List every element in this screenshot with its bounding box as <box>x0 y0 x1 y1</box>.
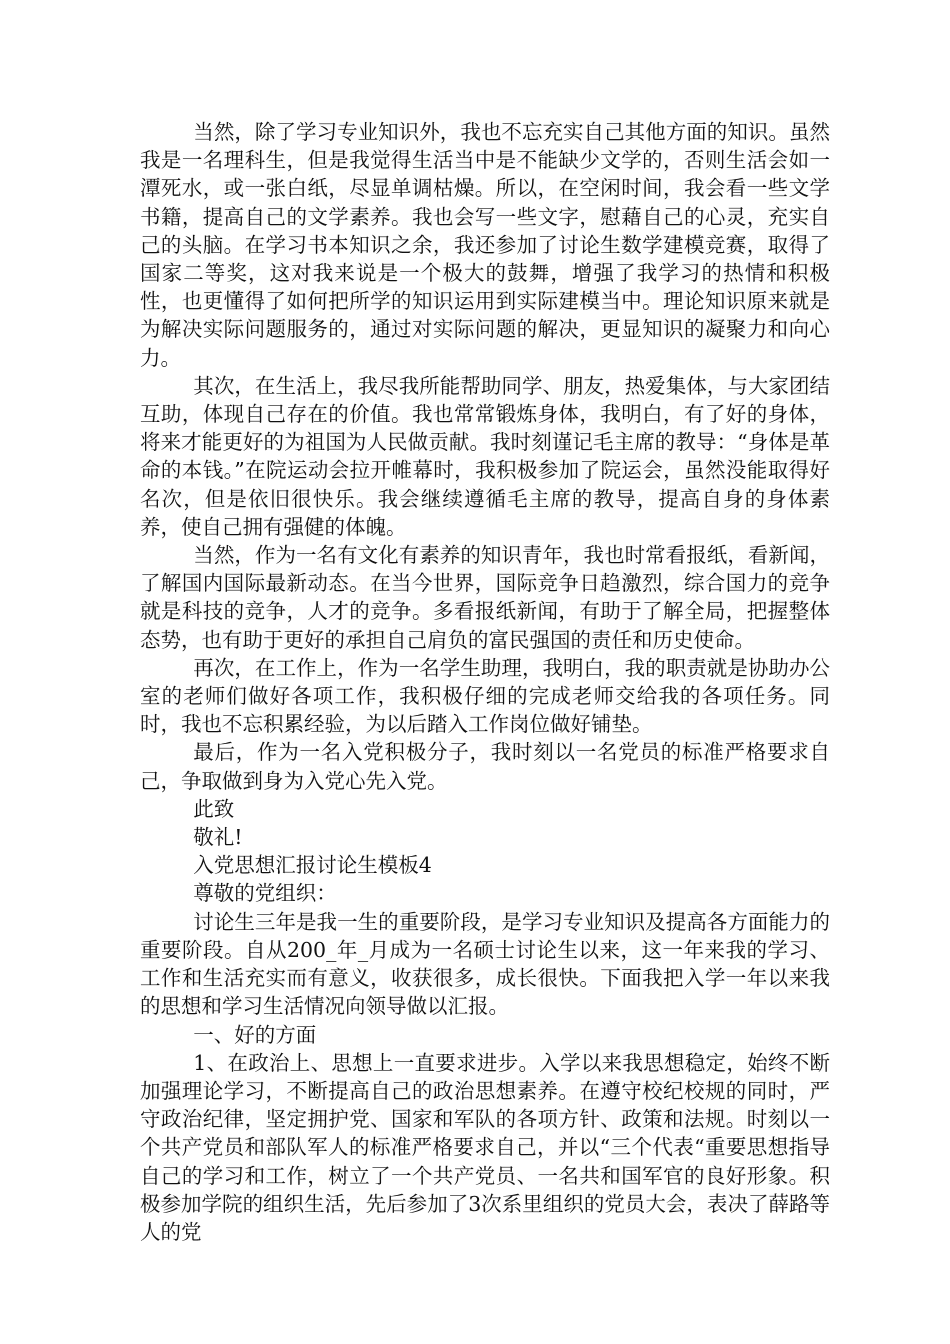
paragraph: 讨论生三年是我一生的重要阶段，是学习专业知识及提高各方面能力的重要阶段。自从200_年_月成为一名硕士讨论生以来，这一年来我的学习、工作和生活充实而有意义，收获很多，成长很快。下面我把入学一年以来我的思想和学习生活情况向领导做以汇报。 <box>140 909 830 1019</box>
subheading: 一、好的方面 <box>193 1022 317 1047</box>
paragraph: 其次，在生活上，我尽我所能帮助同学、朋友，热爱集体，与大家团结互助，体现自己存在的价值。我也常常锻炼身体，我明白，有了好的身体，将来才能更好的为祖国为人民做贡献。我时刻谨记毛主席的教导：“身体是革命的本钱。”在院运动会拉开帷幕时，我积极参加了院运会，虽然没能取得好名次，但是依旧很快乐。我会继续遵循毛主席的教导，提高自身的身体素养，使自己拥有强健的体魄。 <box>140 373 830 539</box>
salutation: 尊敬的党组织： <box>193 881 337 906</box>
document-body <box>140 118 830 1246</box>
paragraph: 1、在政治上、思想上一直要求进步。入学以来我思想稳定，始终不断加强理论学习，不断提高自己的政治思想素养。在遵守校纪校规的同时，严守政治纪律，坚定拥护党、国家和军队的各项方针、政策和法规。时刻以一个共产党员和部队军人的标准严格要求自己，并以“三个代表“重要思想指导自己的学习和工作，树立了一个共产党员、一名共和国军官的良好形象。积极参加学院的组织生活，先后参加了3次系里组织的党员大会，表决了薛路等人的党 <box>140 1050 830 1244</box>
paragraph: 最后，作为一名入党积极分子，我时刻以一名党员的标准严格要求自己，争取做到身为入党心先入党。 <box>140 740 830 793</box>
closing-salute: 敬礼! <box>193 825 243 850</box>
section-title: 入党思想汇报讨论生模板4 <box>193 853 432 878</box>
closing-line: 此致 <box>193 796 235 821</box>
paragraph: 再次，在工作上，作为一名学生助理，我明白，我的职责就是协助办公室的老师们做好各项工作，我积极仔细的完成老师交给我的各项任务。同时，我也不忘积累经验，为以后踏入工作岗位做好铺垫。 <box>140 655 830 737</box>
paragraph: 当然，除了学习专业知识外，我也不忘充实自己其他方面的知识。虽然我是一名理科生，但是我觉得生活当中是不能缺少文学的，否则生活会如一潭死水，或一张白纸，尽显单调枯燥。所以，在空闲时间，我会看一些文学书籍，提高自己的文学素养。我也会写一些文字，慰藉自己的心灵，充实自己的头脑。在学习书本知识之余，我还参加了讨论生数学建模竞赛，取得了国家二等奖，这对我来说是一个极大的鼓舞，增强了我学习的热情和积极性，也更懂得了如何把所学的知识运用到实际建模当中。理论知识原来就是为解决实际问题服务的，通过对实际问题的解决，更显知识的凝聚力和向心力。 <box>140 120 830 370</box>
paragraph: 当然，作为一名有文化有素养的知识青年，我也时常看报纸，看新闻，了解国内国际最新动态。在当今世界，国际竞争日趋激烈，综合国力的竞争就是科技的竞争，人才的竞争。多看报纸新闻，有助于了解全局，把握整体态势，也有助于更好的承担自己肩负的富民强国的责任和历史使命。 <box>140 543 830 652</box>
